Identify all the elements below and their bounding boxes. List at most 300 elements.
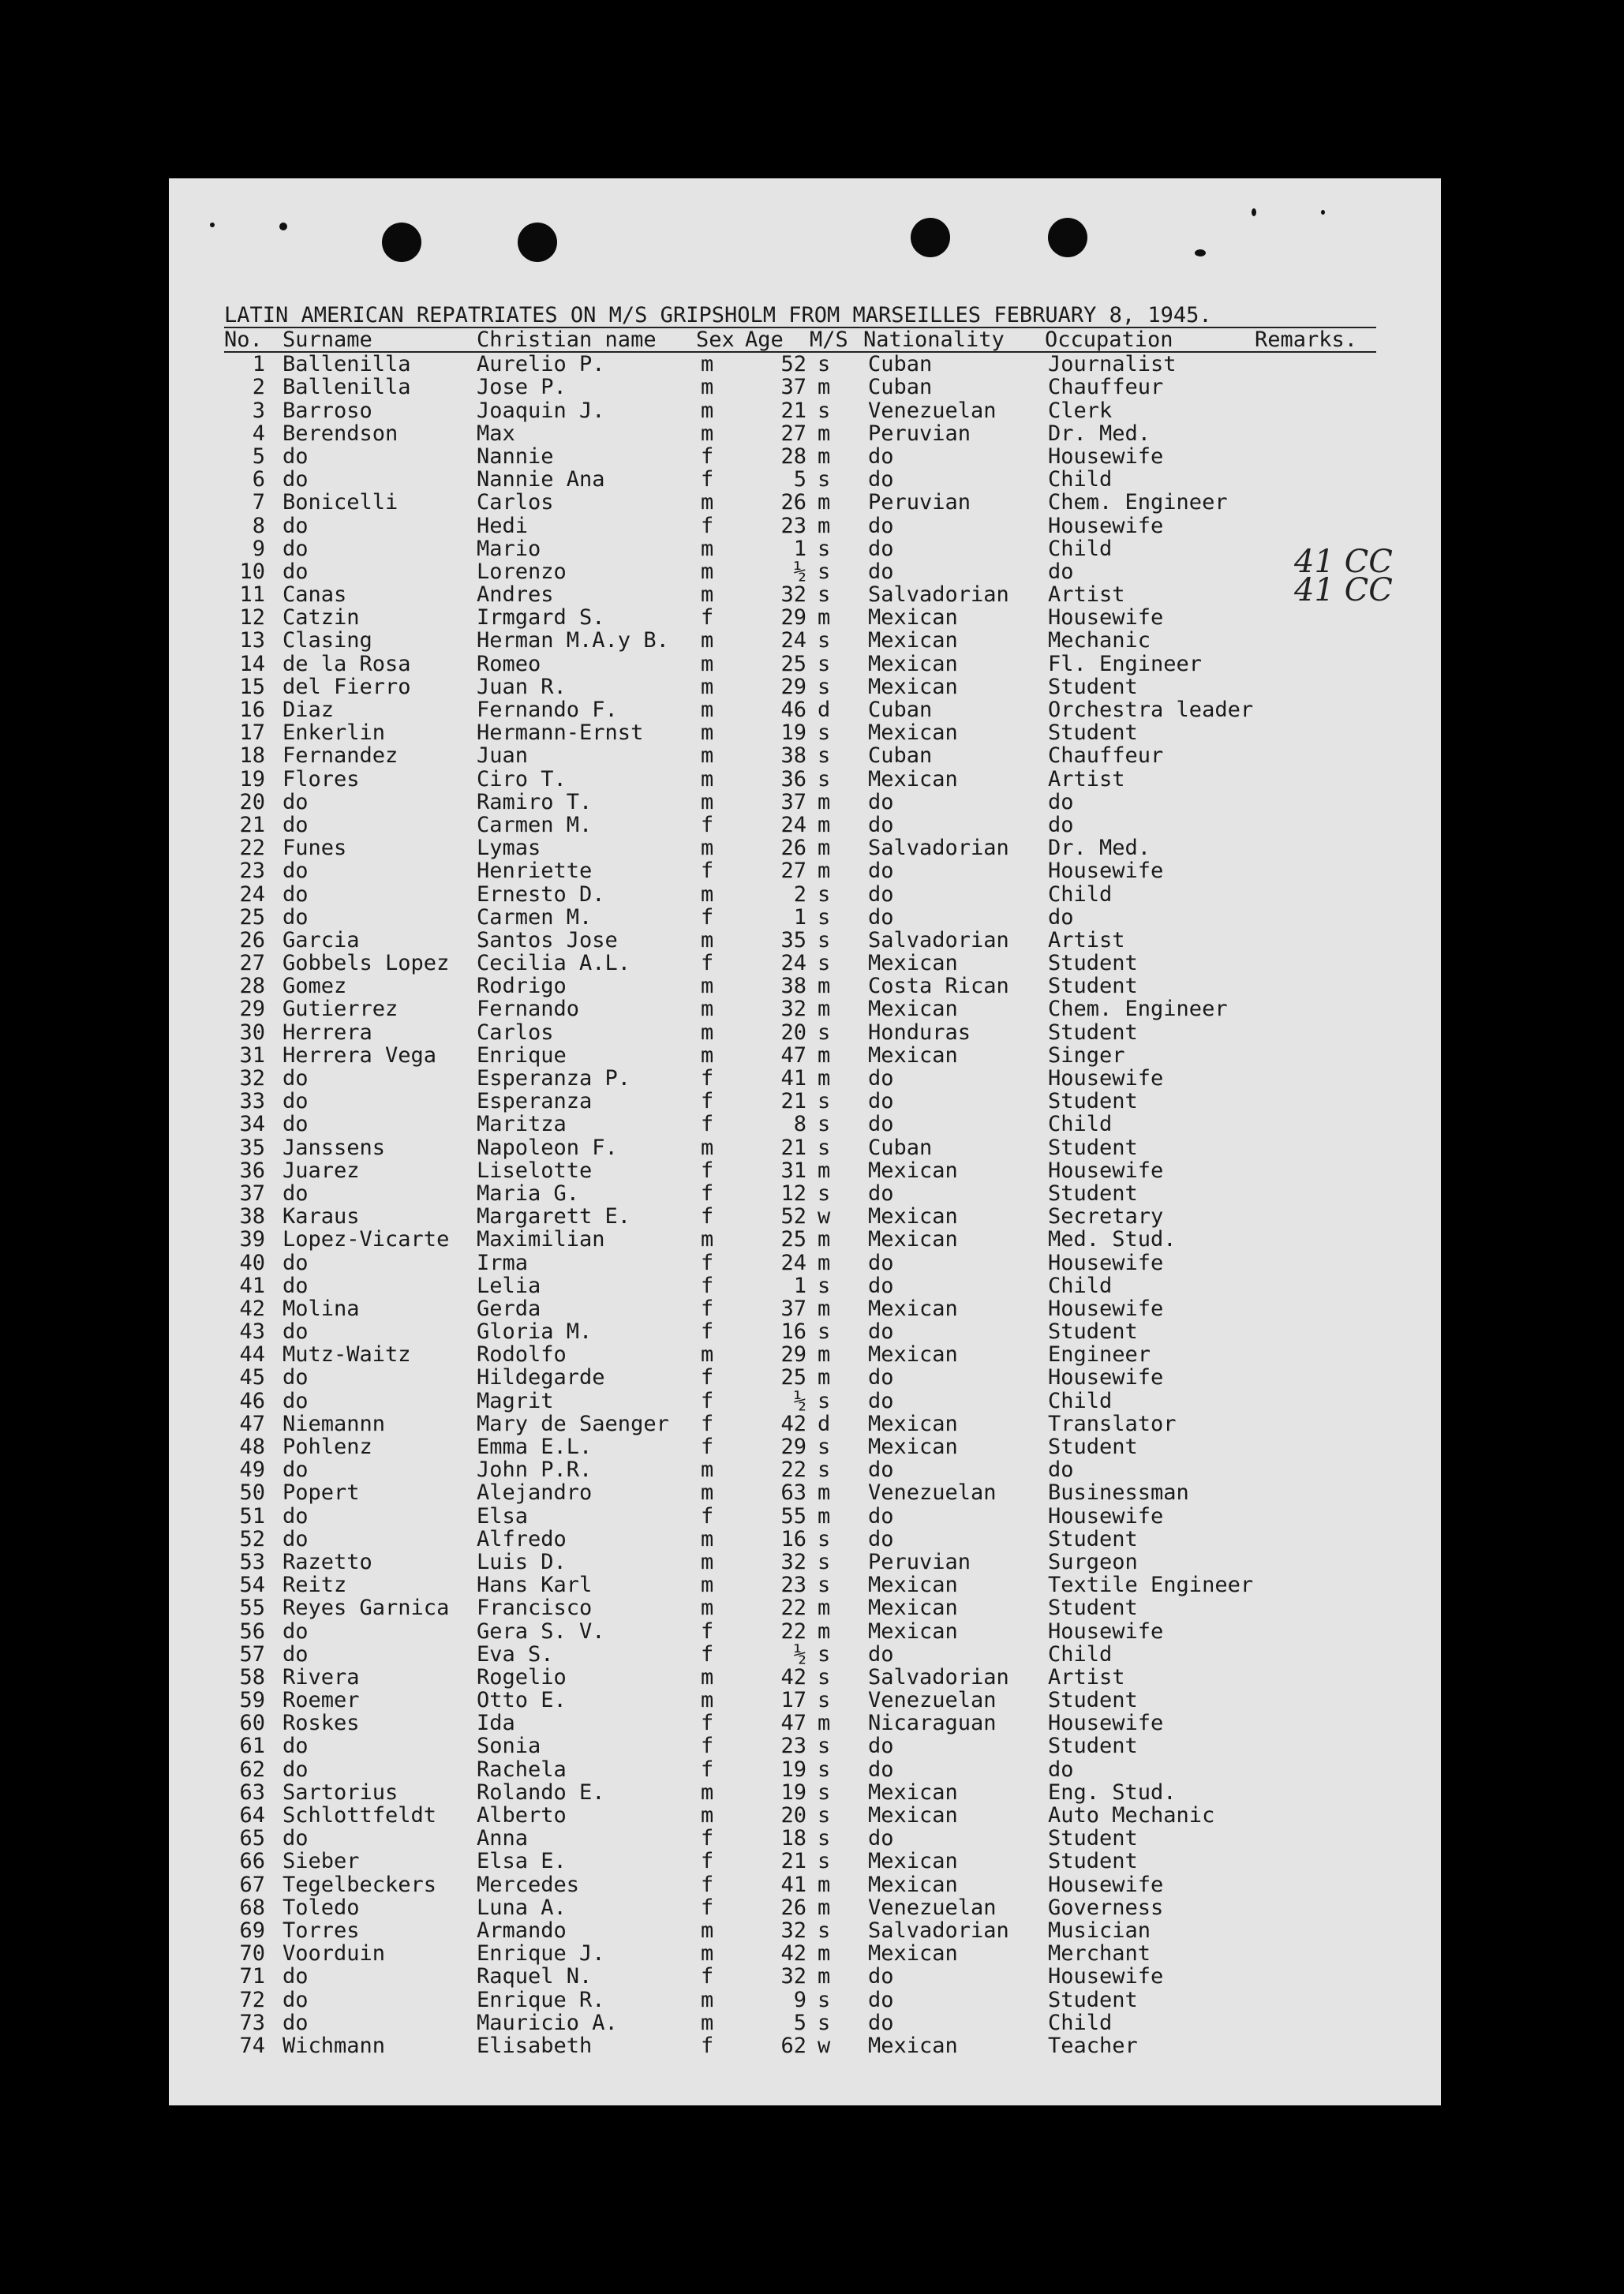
occupation-cell: Child (1048, 467, 1113, 492)
occupation-cell: Student (1048, 1849, 1138, 1874)
table-row (224, 1942, 1439, 1965)
christian-name-cell: Sonia (477, 1734, 541, 1759)
nationality-cell: do (868, 559, 894, 584)
occupation-cell: Student (1048, 720, 1138, 746)
nationality-cell: do (868, 1964, 894, 1989)
nationality-cell: do (868, 1503, 894, 1529)
sex-cell: m (701, 1987, 714, 2012)
row-number-cell: 42 (239, 1296, 265, 1321)
nationality-cell: Cuban (868, 743, 933, 769)
christian-name-cell: Magrit (477, 1388, 554, 1413)
age-cell: 41 (780, 1066, 806, 1091)
row-number-cell: 33 (239, 1089, 265, 1114)
age-cell: 24 (780, 1250, 806, 1275)
occupation-cell: Fl. Engineer (1048, 651, 1203, 676)
occupation-cell: Engineer (1048, 1342, 1151, 1368)
christian-name-cell: Irma (477, 1250, 529, 1275)
header-occupation: Occupation (1045, 327, 1173, 352)
sex-cell: f (701, 1181, 714, 1206)
sex-cell: m (701, 1688, 714, 1713)
age-cell: 23 (780, 1734, 806, 1759)
christian-name-cell: Francisco (477, 1596, 593, 1621)
marital-status-cell: m (818, 605, 831, 631)
punch-hole (1048, 218, 1087, 257)
row-number-cell: 63 (239, 1779, 265, 1805)
table-row (224, 906, 1439, 929)
nationality-cell: Mexican (868, 1803, 958, 1828)
age-cell: 23 (780, 1573, 806, 1598)
nationality-cell: Mexican (868, 1296, 958, 1321)
nationality-cell: Mexican (868, 1204, 958, 1229)
surname-cell: do (283, 536, 309, 561)
surname-cell: do (283, 443, 309, 469)
row-number-cell: 29 (239, 997, 265, 1022)
table-row (224, 1159, 1439, 1182)
row-number-cell: 27 (239, 951, 265, 976)
occupation-cell: Med. Stud. (1048, 1227, 1177, 1252)
marital-status-cell: s (818, 1458, 831, 1483)
age-cell: 24 (780, 812, 806, 837)
row-number-cell: 67 (239, 1872, 265, 1897)
row-number-cell: 52 (239, 1526, 265, 1551)
occupation-cell: Merchant (1048, 1941, 1151, 1967)
table-row (224, 1458, 1439, 1481)
christian-name-cell: Juan (477, 743, 529, 769)
occupation-cell: Chem. Engineer (1048, 997, 1228, 1022)
table-row (224, 814, 1439, 836)
age-cell: 27 (780, 421, 806, 446)
row-number-cell: 11 (239, 582, 265, 608)
sex-cell: f (701, 1872, 714, 1897)
christian-name-cell: Hermann-Ernst (477, 720, 644, 746)
marital-status-cell: s (818, 398, 831, 423)
age-cell: 42 (780, 1411, 806, 1436)
row-number-cell: 15 (239, 674, 265, 699)
christian-name-cell: Romeo (477, 651, 541, 676)
christian-name-cell: Margarett E. (477, 1204, 631, 1229)
nationality-cell: do (868, 1734, 894, 1759)
surname-cell: Garcia (283, 927, 360, 952)
occupation-cell: do (1048, 559, 1074, 584)
nationality-cell: Cuban (868, 375, 933, 400)
table-row (224, 1919, 1439, 1942)
table-row (224, 1620, 1439, 1643)
row-number-cell: 32 (239, 1066, 265, 1091)
christian-name-cell: Nannie Ana (477, 467, 605, 492)
surname-cell: Gutierrez (283, 997, 399, 1022)
occupation-cell: Artist (1048, 1664, 1125, 1690)
occupation-cell: Housewife (1048, 1066, 1164, 1091)
christian-name-cell: Henriette (477, 859, 593, 884)
header-no: No. (224, 327, 263, 352)
occupation-cell: Clerk (1048, 398, 1113, 423)
christian-name-cell: Emma E.L. (477, 1435, 593, 1459)
row-number-cell: 41 (239, 1273, 265, 1298)
nationality-cell: Mexican (868, 1573, 958, 1598)
christian-name-cell: Armando (477, 1918, 567, 1943)
table-row (224, 791, 1439, 814)
table-row (224, 1435, 1439, 1458)
christian-name-cell: Herman M.A.y B. (477, 628, 669, 653)
row-number-cell: 13 (239, 628, 265, 653)
surname-cell: do (283, 1641, 309, 1667)
row-number-cell: 8 (252, 513, 265, 538)
sex-cell: m (701, 1526, 714, 1551)
age-cell: ½ (793, 1388, 806, 1413)
table-row (224, 422, 1439, 445)
occupation-cell: Chem. Engineer (1048, 490, 1228, 515)
surname-cell: Roskes (283, 1711, 360, 1736)
table-row (224, 653, 1439, 675)
table-row (224, 583, 1439, 606)
age-cell: 24 (780, 951, 806, 976)
row-number-cell: 51 (239, 1503, 265, 1529)
sex-cell: f (701, 1365, 714, 1390)
table-row (224, 399, 1439, 422)
table-row (224, 1366, 1439, 1389)
marital-status-cell: s (818, 1918, 831, 1943)
punch-hole (911, 218, 950, 257)
surname-cell: Canas (283, 582, 347, 608)
age-cell: ½ (793, 1641, 806, 1667)
table-row (224, 445, 1439, 468)
header-nationality: Nationality (863, 327, 1005, 352)
nationality-cell: Venezuelan (868, 1895, 997, 1920)
surname-cell: do (283, 1089, 309, 1114)
occupation-cell: Child (1048, 536, 1113, 561)
surname-cell: do (283, 1503, 309, 1529)
christian-name-cell: Elisabeth (477, 2033, 593, 2058)
sex-cell: f (701, 1734, 714, 1759)
sex-cell: m (701, 1941, 714, 1967)
row-number-cell: 19 (239, 766, 265, 791)
occupation-cell: Journalist (1048, 352, 1177, 377)
age-cell: 19 (780, 1757, 806, 1782)
surname-cell: do (283, 1757, 309, 1782)
sex-cell: m (701, 1227, 714, 1252)
age-cell: 22 (780, 1596, 806, 1621)
sex-cell: m (701, 766, 714, 791)
table-row (224, 1343, 1439, 1366)
table-row (224, 1505, 1439, 1528)
occupation-cell: Student (1048, 1526, 1138, 1551)
christian-name-cell: Esperanza (477, 1089, 593, 1114)
christian-name-cell: Raquel N. (477, 1964, 593, 1989)
occupation-cell: Orchestra leader (1048, 698, 1254, 722)
christian-name-cell: Ciro T. (477, 766, 567, 791)
sex-cell: m (701, 352, 714, 377)
marital-status-cell: s (818, 651, 831, 676)
marital-status-cell: m (818, 1365, 831, 1390)
sex-cell: f (701, 1411, 714, 1436)
christian-name-cell: Liselotte (477, 1158, 593, 1183)
table-row (224, 1712, 1439, 1735)
marital-status-cell: m (818, 997, 831, 1022)
occupation-cell: Student (1048, 1734, 1138, 1759)
marital-status-cell: s (818, 1020, 831, 1045)
christian-name-cell: Maritza (477, 1112, 567, 1137)
table-row (224, 1643, 1439, 1666)
surname-cell: Toledo (283, 1895, 360, 1920)
age-cell: 16 (780, 1526, 806, 1551)
sex-cell: f (701, 443, 714, 469)
marital-status-cell: m (818, 1342, 831, 1368)
christian-name-cell: Rogelio (477, 1664, 567, 1690)
age-cell: 23 (780, 513, 806, 538)
age-cell: 25 (780, 1365, 806, 1390)
row-number-cell: 10 (239, 559, 265, 584)
christian-name-cell: Gera S. V. (477, 1619, 605, 1644)
nationality-cell: do (868, 1526, 894, 1551)
occupation-cell: Businessman (1048, 1480, 1189, 1506)
sex-cell: f (701, 1319, 714, 1345)
table-row (224, 2011, 1439, 2034)
marital-status-cell: m (818, 421, 831, 446)
age-cell: 38 (780, 974, 806, 999)
christian-name-cell: John P.R. (477, 1458, 593, 1483)
nationality-cell: Mexican (868, 1435, 958, 1459)
table-row (224, 629, 1439, 652)
table-row (224, 491, 1439, 514)
sex-cell: m (701, 1573, 714, 1598)
surname-cell: Popert (283, 1480, 360, 1506)
marital-status-cell: m (818, 1480, 831, 1506)
row-number-cell: 72 (239, 1987, 265, 2012)
surname-cell: do (283, 1458, 309, 1483)
nationality-cell: Mexican (868, 605, 958, 631)
sex-cell: f (701, 1849, 714, 1874)
table-row (224, 952, 1439, 975)
occupation-cell: Chauffeur (1048, 743, 1164, 769)
occupation-cell: Child (1048, 2010, 1113, 2035)
row-number-cell: 59 (239, 1688, 265, 1713)
row-number-cell: 35 (239, 1135, 265, 1160)
age-cell: 32 (780, 582, 806, 608)
surname-cell: Tegelbeckers (283, 1872, 437, 1897)
age-cell: 42 (780, 1664, 806, 1690)
surname-cell: do (283, 1526, 309, 1551)
occupation-cell: Artist (1048, 582, 1125, 608)
age-cell: 52 (780, 1204, 806, 1229)
sex-cell: m (701, 536, 714, 561)
age-cell: 16 (780, 1319, 806, 1345)
occupation-cell: Chauffeur (1048, 375, 1164, 400)
nationality-cell: do (868, 536, 894, 561)
row-number-cell: 5 (252, 443, 265, 469)
row-number-cell: 56 (239, 1619, 265, 1644)
occupation-cell: Governess (1048, 1895, 1164, 1920)
nationality-cell: do (868, 812, 894, 837)
ink-speck (1195, 249, 1206, 256)
age-cell: 32 (780, 1918, 806, 1943)
table-row (224, 1574, 1439, 1596)
nationality-cell: Cuban (868, 698, 933, 722)
sex-cell: f (701, 1503, 714, 1529)
row-number-cell: 70 (239, 1941, 265, 1967)
marital-status-cell: m (818, 1872, 831, 1897)
occupation-cell: Auto Mechanic (1048, 1803, 1215, 1828)
table-row (224, 1873, 1439, 1896)
table-row (224, 1781, 1439, 1804)
marital-status-cell: s (818, 559, 831, 584)
sex-cell: m (701, 651, 714, 676)
age-cell: 26 (780, 1895, 806, 1920)
surname-cell: Flores (283, 766, 360, 791)
nationality-cell: Venezuelan (868, 1480, 997, 1506)
occupation-cell: Student (1048, 1319, 1138, 1345)
nationality-cell: Mexican (868, 1227, 958, 1252)
table-row (224, 2034, 1439, 2057)
nationality-cell: do (868, 1066, 894, 1091)
table-row (224, 1965, 1439, 1988)
sex-cell: f (701, 1112, 714, 1137)
document-title: LATIN AMERICAN REPATRIATES ON M/S GRIPSHOLM FROM MARSEILLES FEBRUARY 8, 1945. (224, 305, 1376, 328)
row-number-cell: 30 (239, 1020, 265, 1045)
marital-status-cell: s (818, 1987, 831, 2012)
surname-cell: Bonicelli (283, 490, 399, 515)
occupation-cell: Student (1048, 1596, 1138, 1621)
occupation-cell: Dr. Med. (1048, 836, 1151, 861)
surname-cell: do (283, 1273, 309, 1298)
nationality-cell: Mexican (868, 1411, 958, 1436)
marital-status-cell: s (818, 628, 831, 653)
nationality-cell: Mexican (868, 951, 958, 976)
nationality-cell: do (868, 1641, 894, 1667)
occupation-cell: Housewife (1048, 1619, 1164, 1644)
nationality-cell: do (868, 1089, 894, 1114)
marital-status-cell: s (818, 1549, 831, 1574)
surname-cell: Barroso (283, 398, 372, 423)
table-row (224, 836, 1439, 859)
marital-status-cell: m (818, 1941, 831, 1967)
age-cell: 35 (780, 927, 806, 952)
ink-speck (210, 223, 215, 227)
marital-status-cell: m (818, 1227, 831, 1252)
occupation-cell: Housewife (1048, 859, 1164, 884)
nationality-cell: Mexican (868, 997, 958, 1022)
table-row (224, 468, 1439, 491)
age-cell: 21 (780, 1849, 806, 1874)
nationality-cell: Nicaraguan (868, 1711, 997, 1736)
surname-cell: do (283, 1987, 309, 2012)
age-cell: 47 (780, 1711, 806, 1736)
christian-name-cell: Esperanza P. (477, 1066, 631, 1091)
marital-status-cell: s (818, 766, 831, 791)
marital-status-cell: s (818, 951, 831, 976)
marital-status-cell: s (818, 352, 831, 377)
christian-name-cell: Lymas (477, 836, 541, 861)
surname-cell: Gobbels Lopez (283, 951, 450, 976)
surname-cell: do (283, 2010, 309, 2035)
christian-name-cell: Hans Karl (477, 1573, 593, 1598)
occupation-cell: do (1048, 812, 1074, 837)
surname-cell: Catzin (283, 605, 360, 631)
christian-name-cell: Alfredo (477, 1526, 567, 1551)
table-body (224, 353, 1439, 2057)
table-row (224, 537, 1439, 560)
row-number-cell: 45 (239, 1365, 265, 1390)
sex-cell: m (701, 1480, 714, 1506)
row-number-cell: 24 (239, 881, 265, 907)
christian-name-cell: Carlos (477, 1020, 554, 1045)
age-cell: 5 (793, 467, 806, 492)
sex-cell: m (701, 559, 714, 584)
row-number-cell: 48 (239, 1435, 265, 1459)
occupation-cell: Student (1048, 1135, 1138, 1160)
surname-cell: Torres (283, 1918, 360, 1943)
row-number-cell: 1 (252, 352, 265, 377)
row-number-cell: 9 (252, 536, 265, 561)
surname-cell: Reitz (283, 1573, 347, 1598)
sex-cell: m (701, 421, 714, 446)
row-number-cell: 21 (239, 812, 265, 837)
sex-cell: m (701, 997, 714, 1022)
occupation-cell: Student (1048, 951, 1138, 976)
sex-cell: m (701, 1596, 714, 1621)
christian-name-cell: Carmen M. (477, 904, 593, 930)
age-cell: 36 (780, 766, 806, 791)
row-number-cell: 23 (239, 859, 265, 884)
surname-cell: Sartorius (283, 1779, 399, 1805)
nationality-cell: do (868, 1987, 894, 2012)
age-cell: 28 (780, 443, 806, 469)
sex-cell: f (701, 605, 714, 631)
age-cell: 19 (780, 1779, 806, 1805)
table-row (224, 1666, 1439, 1689)
sex-cell: m (701, 789, 714, 814)
age-cell: 29 (780, 605, 806, 631)
age-cell: 32 (780, 1964, 806, 1989)
occupation-cell: Housewife (1048, 1964, 1164, 1989)
row-number-cell: 39 (239, 1227, 265, 1252)
header-ms: M/S (810, 327, 848, 352)
marital-status-cell: s (818, 1757, 831, 1782)
table-row (224, 883, 1439, 906)
sex-cell: m (701, 1803, 714, 1828)
table-row (224, 1252, 1439, 1274)
christian-name-cell: Hedi (477, 513, 529, 538)
sex-cell: m (701, 698, 714, 722)
marital-status-cell: s (818, 881, 831, 907)
marital-status-cell: s (818, 720, 831, 746)
document-page (169, 178, 1441, 2105)
occupation-cell: Student (1048, 1435, 1138, 1459)
occupation-cell: Housewife (1048, 1711, 1164, 1736)
age-cell: 24 (780, 628, 806, 653)
occupation-cell: Singer (1048, 1042, 1125, 1068)
table-row (224, 1804, 1439, 1827)
table-row (224, 1896, 1439, 1919)
nationality-cell: Mexican (868, 651, 958, 676)
marital-status-cell: m (818, 443, 831, 469)
nationality-cell: Mexican (868, 674, 958, 699)
marital-status-cell: m (818, 1296, 831, 1321)
annotation-line-1: 41 CC (1294, 544, 1393, 580)
nationality-cell: Peruvian (868, 1549, 971, 1574)
occupation-cell: Housewife (1048, 1872, 1164, 1897)
passenger-list (224, 305, 1439, 2057)
row-number-cell: 57 (239, 1641, 265, 1667)
occupation-cell: Housewife (1048, 443, 1164, 469)
marital-status-cell: m (818, 490, 831, 515)
marital-status-cell: m (818, 1503, 831, 1529)
occupation-cell: Child (1048, 1641, 1113, 1667)
occupation-cell: Artist (1048, 927, 1125, 952)
christian-name-cell: Carmen M. (477, 812, 593, 837)
sex-cell: f (701, 859, 714, 884)
marital-status-cell: m (818, 859, 831, 884)
occupation-cell: Student (1048, 1688, 1138, 1713)
